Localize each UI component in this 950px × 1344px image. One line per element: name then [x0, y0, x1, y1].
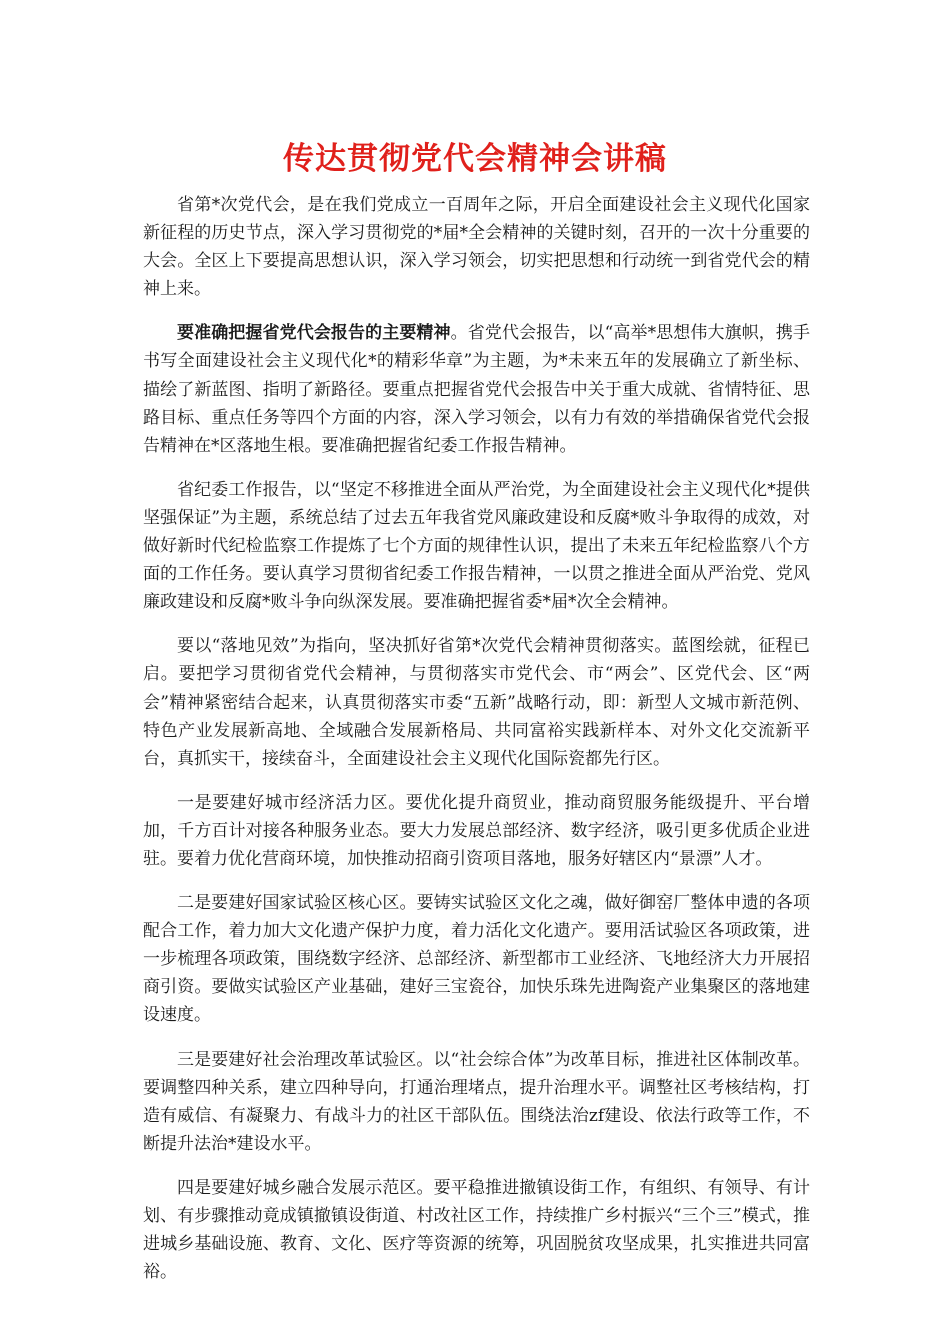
paragraph-8 — [143, 1174, 810, 1286]
paragraph-2 — [143, 319, 810, 459]
paragraph-text: 要以“落地见效”为指向，坚决抓好省第*次党代会精神贯彻落实。蓝图绘就，征程已启。要把学习贯彻省党代会精神，与贯彻落实市党代会、市“两会”、区党代会、区“两会”精神紧密结合起来，认真贯彻落实市委“五新”战略行动，即：新型人文城市新范例、特色产业发展新高地、全域融合发展新格局、共同富裕实践新样本、对外文化交流新平台，真抓实干，接续奋斗，全面建设社会主义现代化国际瓷都先行区。 — [143, 636, 810, 769]
paragraph-7 — [143, 1046, 810, 1158]
paragraph-3 — [143, 476, 810, 616]
paragraph-text: 。省党代会报告，以“高举*思想伟大旗帜，携手书写全面建设社会主义现代化*的精彩华章”为主题，为*未来五年的发展确立了新坐标、描绘了新蓝图、指明了新路径。要重点把握省党代会报告中关于重大成就、省情特征、思路目标、重点任务等四个方面的内容，深入学习领会，以有力有效的举措确保省党代会报告精神在*区落地生根。要准确把握省纪委工作报告精神。 — [143, 323, 811, 456]
paragraph-1 — [143, 191, 810, 303]
paragraph-text: 二是要建好国家试验区核心区。要铸实试验区文化之魂，做好御窑厂整体申遗的各项配合工作，着力加大文化遗产保护力度，着力活化文化遗产。要用活试验区各项政策，进一步梳理各项政策，围绕数字经济、总部经济、新型都市工业经济、飞地经济大力开展招商引资。要做实试验区产业基础，建好三宝瓷谷，加快乐珠先进陶瓷产业集聚区的落地建设速度。 — [143, 893, 810, 1026]
paragraph-text: 三是要建好社会治理改革试验区。以“社会综合体”为改革目标，推进社区体制改革。要调整四种关系，建立四种导向，打通治理堵点，提升治理水平。调整社区考核结构，打造有威信、有凝聚力、有战斗力的社区干部队伍。围绕法治zf建设、依法行政等工作，不断提升法治*建设水平。 — [143, 1049, 810, 1154]
paragraph-text: 四是要建好城乡融合发展示范区。要平稳推进撤镇设街工作，有组织、有领导、有计划、有步骤推动竟成镇撤镇设街道、村改社区工作，持续推广乡村振兴“三个三”模式，推进城乡基础设施、教育、文化、医疗等资源的统筹，巩固脱贫攻坚成果，扎实推进共同富裕。 — [143, 1177, 810, 1283]
document-body — [143, 191, 810, 1302]
paragraph-text: 省第*次党代会，是在我们党成立一百周年之际，开启全面建设社会主义现代化国家新征程的历史节点，深入学习贯彻党的*届*全会精神的关键时刻，召开的一次十分重要的大会。全区上下要提高思想认识，深入学习领会，切实把思想和行动统一到省党代会的精神上来。 — [143, 195, 810, 300]
paragraph-text: 一是要建好城市经济活力区。要优化提升商贸业，推动商贸服务能级提升、平台增加，千方百计对接各种服务业态。要大力发展总部经济、数字经济，吸引更多优质企业进驻。要着力优化营商环境，加快推动招商引资项目落地，服务好辖区内“景漂”人才。 — [143, 792, 810, 869]
paragraph-5 — [143, 789, 810, 873]
paragraph-4 — [143, 632, 810, 772]
document-title: 传达贯彻党代会精神会讲稿 — [283, 141, 667, 177]
paragraph-lead: 要准确把握省党代会报告的主要精神 — [177, 323, 451, 344]
paragraph-text: 省纪委工作报告，以“坚定不移推进全面从严治党，为全面建设社会主义现代化*提供坚强保证”为主题，系统总结了过去五年我省党风廉政建设和反腐*败斗争取得的成效，对做好新时代纪检监察工作提炼了七个方面的规律性认识，提出了未来五年纪检监察八个方面的工作任务。要认真学习贯彻省纪委工作报告精神，一以贯之推进全面从严治党、党风廉政建设和反腐*败斗争向纵深发展。要准确把握省委*届*次全会精神。 — [143, 479, 810, 613]
paragraph-6 — [143, 889, 810, 1029]
